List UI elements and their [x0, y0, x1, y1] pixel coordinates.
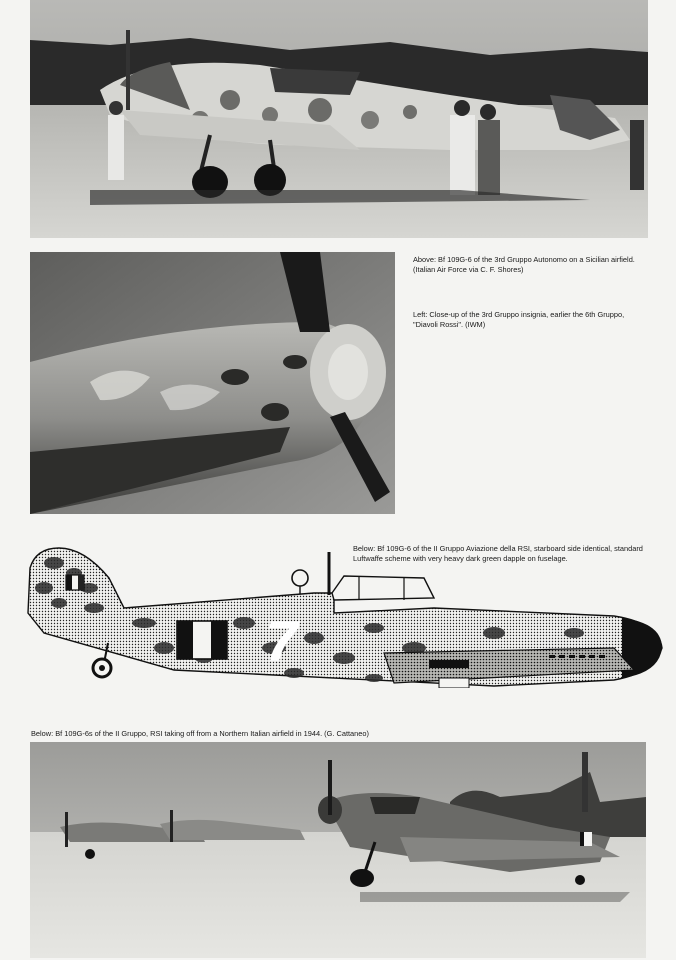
aircraft-number: 7: [266, 609, 298, 672]
photo-taking-off: [30, 742, 646, 958]
caption-left: Left: Close-up of the 3rd Gruppo insignia, earlier the 6th Gruppo, "Diavoli Rossi". (IWM): [413, 310, 625, 329]
caption-profile: Below: Bf 109G-6 of the II Gruppo Aviazione della RSI, starboard side identical, standard Luftwaffe scheme with very heavy dark green dapple on fuselage.: [353, 544, 643, 563]
photo-sicilian-airfield: [30, 0, 648, 238]
caption-above: Above: Bf 109G-6 of the 3rd Gruppo Autonomo on a Sicilian airfield. (Italian Air Force via C. F. Shores): [413, 255, 635, 274]
photo-insignia-closeup: [30, 252, 395, 514]
caption-bottom: Below: Bf 109G-6s of the II Gruppo, RSI taking off from a Northern Italian airfield in 1944. (G. Cattaneo): [31, 729, 369, 738]
